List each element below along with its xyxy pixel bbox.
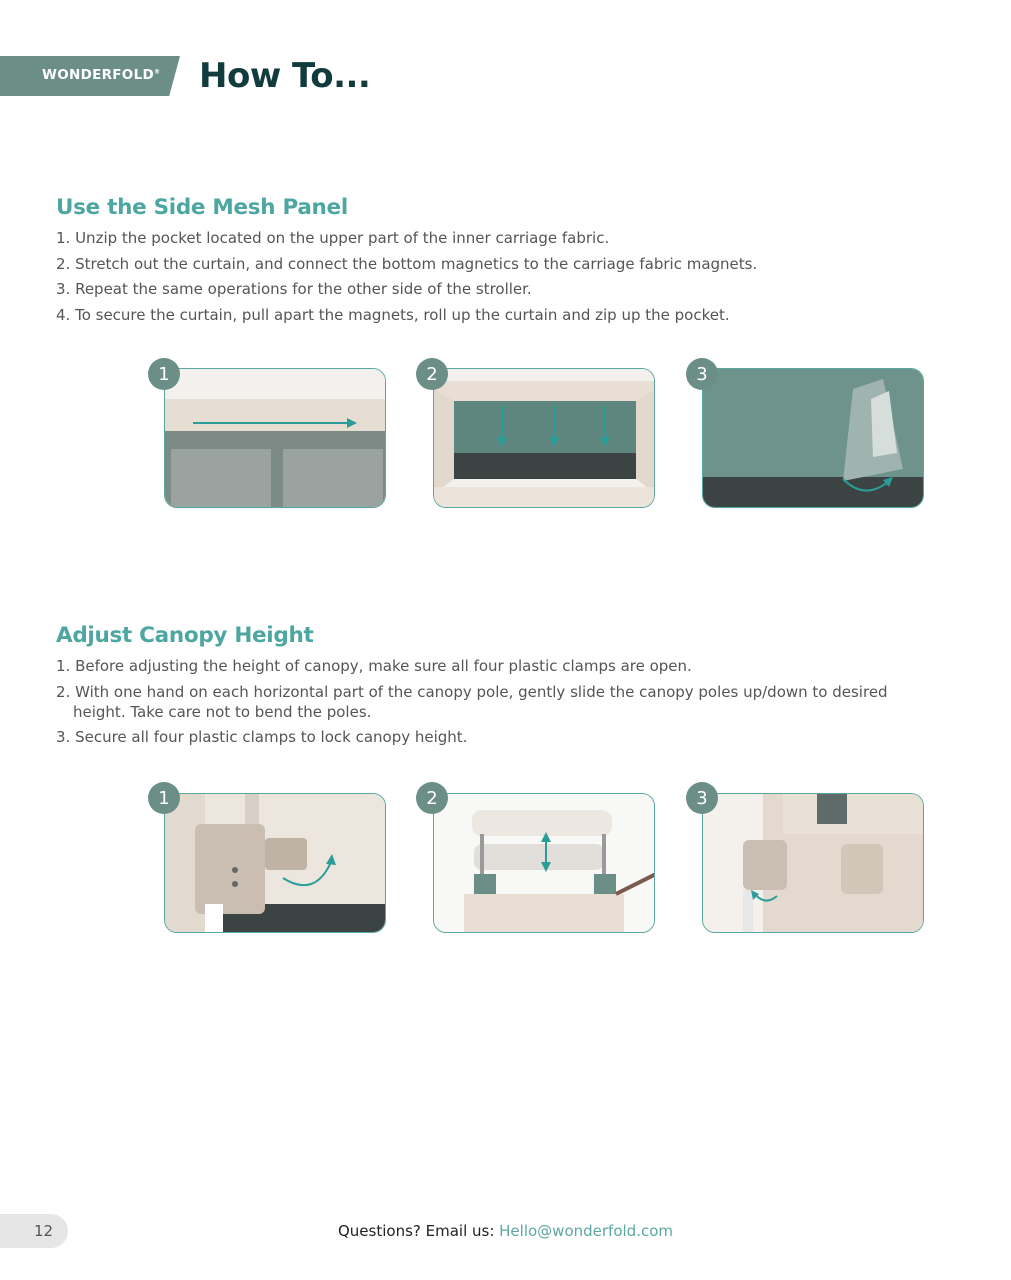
section-title-canopy-height: Adjust Canopy Height xyxy=(56,623,314,648)
step-badge: 1 xyxy=(148,782,180,814)
step-item: 2. With one hand on each horizontal part of the canopy pole, gently slide the canopy poles up/down to desired height. Take care not to bend the poles. xyxy=(56,682,888,721)
mesh-step-1-photo xyxy=(164,368,386,508)
page-number: 12 xyxy=(34,1222,54,1240)
brand-mark: ® xyxy=(154,68,161,76)
section-title-mesh-panel: Use the Side Mesh Panel xyxy=(56,195,348,220)
step-item: 3. Secure all four plastic clamps to lock canopy height. xyxy=(56,728,468,746)
step-item: 1. Before adjusting the height of canopy, make sure all four plastic clamps are open. xyxy=(56,657,692,675)
mesh-panel-steps xyxy=(56,228,956,330)
step-item: 4. To secure the curtain, pull apart the magnets, roll up the curtain and zip up the pocket. xyxy=(56,305,730,324)
canopy-step-2-photo xyxy=(433,793,655,933)
step-item: 3. Repeat the same operations for the other side of the stroller. xyxy=(56,280,532,298)
footer-prompt: Questions? Email us: xyxy=(337,1222,500,1240)
step-item: 2. Stretch out the curtain, and connect the bottom magnetics to the carriage fabric magnets. xyxy=(56,254,758,273)
footer-contact xyxy=(0,1222,1011,1240)
page-title: How To... xyxy=(199,56,371,96)
mesh-step-2-photo xyxy=(433,368,655,508)
step-badge: 2 xyxy=(416,358,448,390)
step-badge: 1 xyxy=(148,358,180,390)
step-badge: 3 xyxy=(686,782,718,814)
step-badge: 3 xyxy=(686,358,718,390)
canopy-step-1-photo xyxy=(164,793,386,933)
canopy-height-steps xyxy=(56,656,936,753)
step-item: 1. Unzip the pocket located on the upper part of the inner carriage fabric. xyxy=(56,229,610,247)
canopy-step-3-photo xyxy=(702,793,924,933)
brand-name: WONDERFOLD xyxy=(42,67,154,83)
mesh-step-3-photo xyxy=(702,368,924,508)
step-badge: 2 xyxy=(416,782,448,814)
email-link[interactable]: Hello@wonderfold.com xyxy=(499,1222,673,1240)
brand-logo xyxy=(42,67,160,83)
